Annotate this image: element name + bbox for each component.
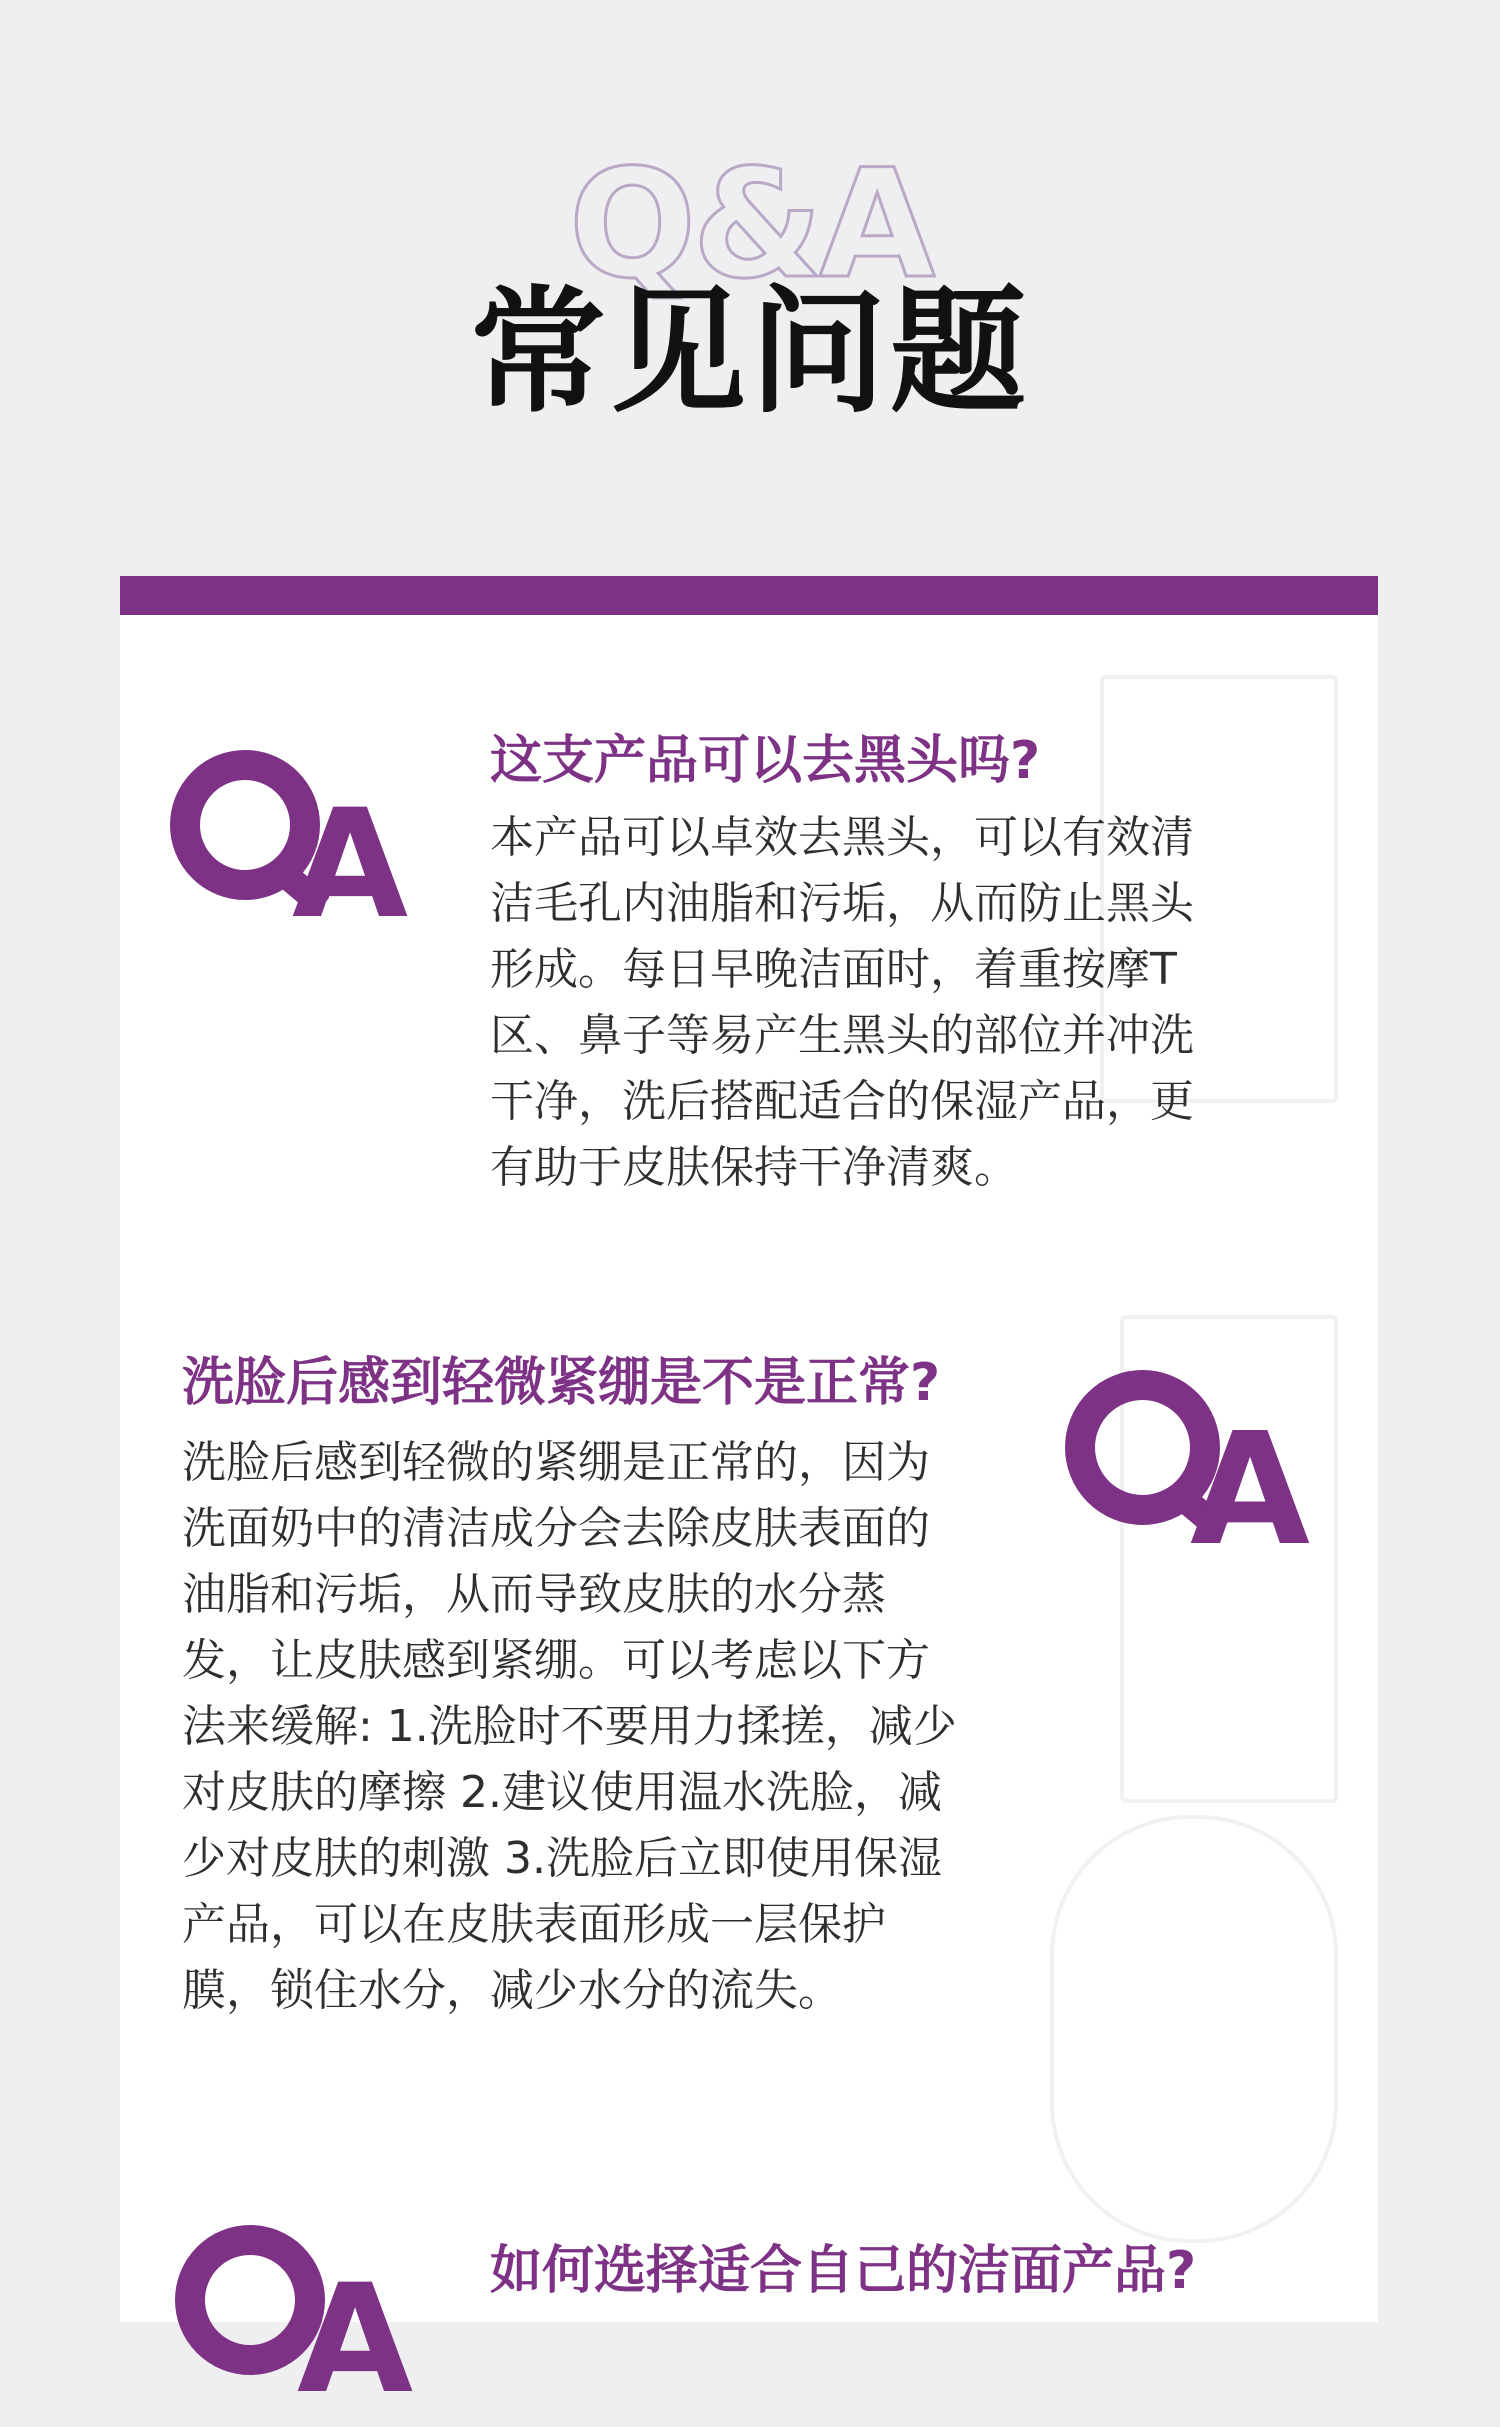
faq-card [120,615,1378,2427]
answer-line: 形成。每日早晚洁面时，着重按摩T [490,944,1177,995]
a-letter-icon: A [297,2253,414,2427]
background-decoration [1050,1815,1338,2243]
answer-line: 产品，可以在皮肤表面形成一层保护 [182,1899,886,1950]
answer-line: 膜，锁住水分，减少水分的流失。 [182,1965,842,2016]
answer-line: 少对皮肤的刺激 3.洗脸后立即使用保湿 [182,1833,942,1884]
answer-line: 洗面奶中的清洁成分会去除皮肤表面的 [182,1503,930,1554]
answer-line: 洁毛孔内油脂和污垢，从而防止黑头 [490,878,1194,929]
faq-answer [182,1430,957,2024]
faq-answer [490,805,1194,1201]
answer-line: 对皮肤的摩擦 2.建议使用温水洗脸，减 [182,1767,942,1818]
accent-bar [120,576,1378,615]
answer-line: 油脂和污垢，从而导致皮肤的水分蒸 [182,1569,886,1620]
answer-line: 有助于皮肤保持干净清爽。 [490,1142,1018,1193]
page-title: 常见问题 [470,274,1030,432]
a-letter-icon: A [292,778,409,952]
qa-icon [170,750,430,950]
faq-question: 如何选择适合自己的洁面产品? [490,2241,1197,2301]
answer-line: 本产品可以卓效去黑头，可以有效清 [490,812,1194,863]
header [0,0,1500,560]
answer-line: 发，让皮肤感到紧绷。可以考虑以下方 [182,1635,930,1686]
qa-icon [175,2225,435,2425]
answer-line: 法来缓解: 1.洗脸时不要用力揉搓，减少 [182,1701,957,1752]
answer-line: 干净，洗后搭配适合的保湿产品，更 [490,1076,1194,1127]
faq-question: 洗脸后感到轻微紧绷是不是正常? [182,1353,941,1413]
answer-line: 区、鼻子等易产生黑头的部位并冲洗 [490,1010,1194,1061]
faq-question: 这支产品可以去黑头吗? [490,731,1041,791]
qa-outline-label: Q&A [568,138,932,312]
qa-icon [1065,1370,1335,1580]
answer-line: 洗脸后感到轻微的紧绷是正常的，因为 [182,1437,930,1488]
a-letter-icon: A [1190,1399,1310,1580]
